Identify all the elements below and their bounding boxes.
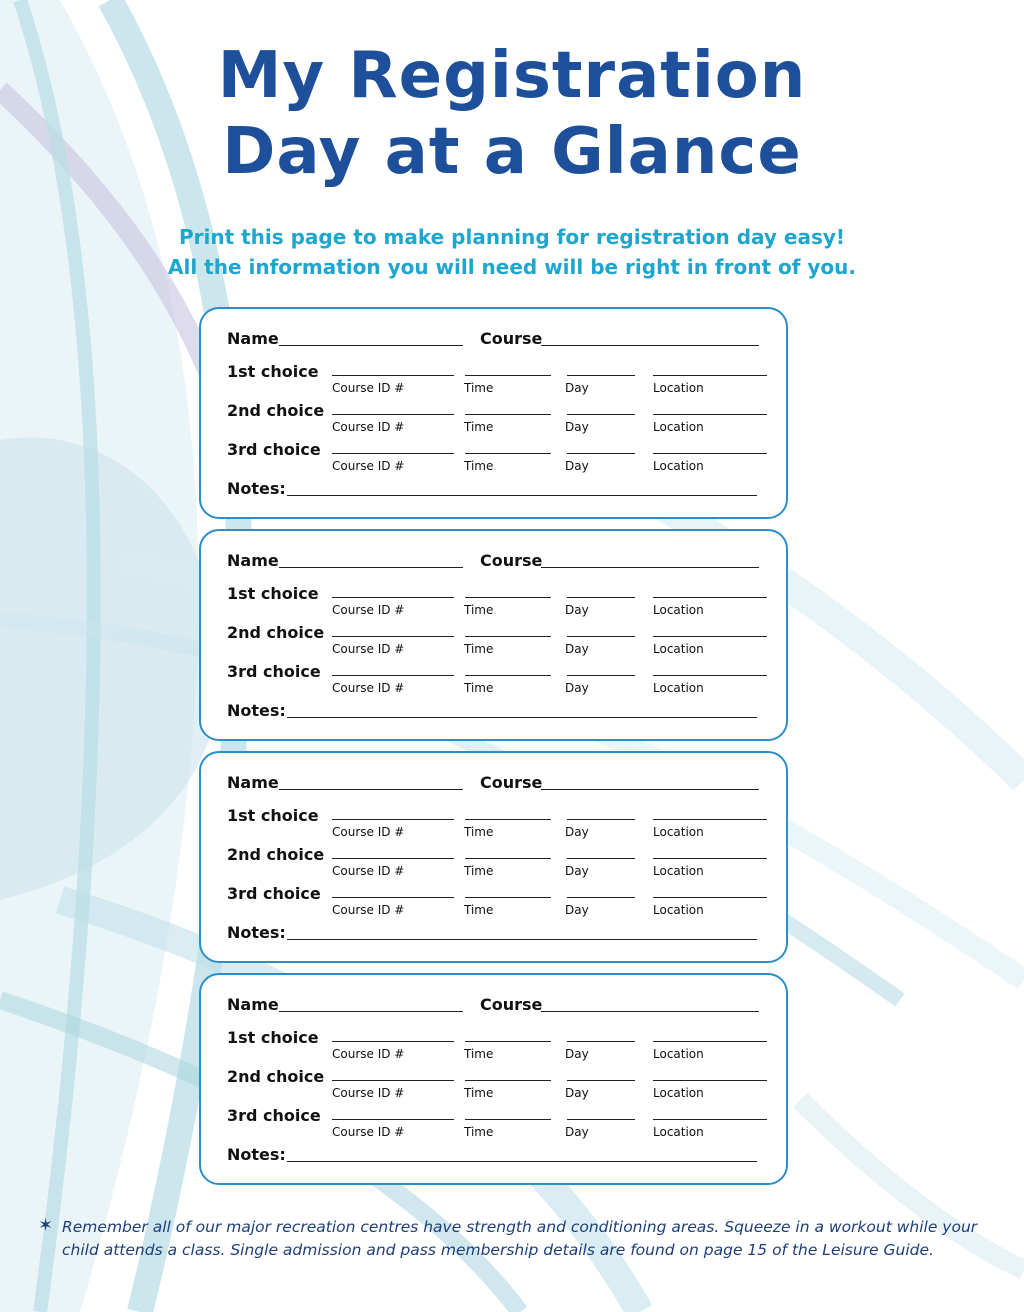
choice-field[interactable] — [567, 1041, 635, 1042]
name-field[interactable] — [279, 1011, 463, 1012]
choice-field[interactable] — [465, 1041, 551, 1042]
choice-field[interactable] — [332, 1119, 454, 1120]
name-label: Name — [227, 329, 279, 348]
choice-label: 3rd choice — [227, 884, 321, 903]
column-caption: Day — [565, 603, 589, 617]
column-caption: Day — [565, 1125, 589, 1139]
choice-label: 3rd choice — [227, 440, 321, 459]
choice-field[interactable] — [653, 819, 767, 820]
column-caption: Course ID # — [332, 1125, 405, 1139]
column-caption: Location — [653, 459, 704, 473]
name-label: Name — [227, 773, 279, 792]
choice-field[interactable] — [653, 1041, 767, 1042]
column-caption: Location — [653, 642, 704, 656]
page-title-line-1: My Registration — [217, 39, 807, 113]
column-caption: Course ID # — [332, 1047, 405, 1061]
choice-field[interactable] — [567, 453, 635, 454]
column-caption: Time — [464, 1125, 494, 1139]
choice-field[interactable] — [465, 636, 551, 637]
column-caption: Course ID # — [332, 459, 405, 473]
column-caption: Course ID # — [332, 681, 405, 695]
column-caption: Course ID # — [332, 1086, 405, 1100]
choice-field[interactable] — [567, 819, 635, 820]
column-caption: Course ID # — [332, 603, 405, 617]
column-caption: Time — [464, 642, 494, 656]
registration-card — [199, 751, 788, 963]
name-field[interactable] — [279, 567, 463, 568]
course-field[interactable] — [541, 1011, 759, 1012]
registration-card — [199, 307, 788, 519]
column-caption: Location — [653, 381, 704, 395]
column-caption: Day — [565, 825, 589, 839]
footer-note-line-1: Remember all of our major recreation centres have strength and conditioning areas. Squeeze in a workout while your — [62, 1218, 978, 1236]
course-field[interactable] — [541, 567, 759, 568]
name-label: Name — [227, 995, 279, 1014]
column-caption: Time — [464, 1086, 494, 1100]
column-caption: Time — [464, 903, 494, 917]
choice-field[interactable] — [653, 675, 767, 676]
choice-field[interactable] — [332, 675, 454, 676]
choice-field[interactable] — [567, 858, 635, 859]
page-title — [0, 38, 1024, 190]
notes-field[interactable] — [287, 939, 757, 940]
registration-card — [199, 973, 788, 1185]
choice-field[interactable] — [653, 1119, 767, 1120]
choice-field[interactable] — [653, 375, 767, 376]
column-caption: Location — [653, 1086, 704, 1100]
subtitle-line-2: All the information you will need will be right in front of you. — [168, 255, 856, 279]
subtitle-line-1: Print this page to make planning for registration day easy! — [178, 225, 846, 249]
choice-label: 1st choice — [227, 1028, 319, 1047]
footer-note-line-2: child attends a class. Single admission and pass membership details are found on page 15 of the Leisure Guide. — [62, 1241, 934, 1259]
choice-field[interactable] — [653, 858, 767, 859]
column-caption: Time — [464, 825, 494, 839]
choice-field[interactable] — [567, 375, 635, 376]
column-caption: Course ID # — [332, 903, 405, 917]
choice-label: 1st choice — [227, 806, 319, 825]
star-icon: ✶ — [38, 1215, 54, 1236]
choice-field[interactable] — [465, 1119, 551, 1120]
registration-card — [199, 529, 788, 741]
choice-field[interactable] — [653, 453, 767, 454]
notes-label: Notes: — [227, 701, 286, 720]
choice-field[interactable] — [332, 453, 454, 454]
column-caption: Course ID # — [332, 381, 405, 395]
name-label: Name — [227, 551, 279, 570]
choice-field[interactable] — [567, 675, 635, 676]
column-caption: Day — [565, 420, 589, 434]
choice-field[interactable] — [653, 636, 767, 637]
page-subtitle — [0, 222, 1024, 282]
choice-field[interactable] — [567, 1119, 635, 1120]
course-label: Course — [480, 995, 543, 1014]
column-caption: Location — [653, 864, 704, 878]
choice-field[interactable] — [653, 597, 767, 598]
notes-field[interactable] — [287, 495, 757, 496]
course-label: Course — [480, 551, 543, 570]
choice-label: 2nd choice — [227, 845, 325, 864]
column-caption: Course ID # — [332, 825, 405, 839]
choice-field[interactable] — [653, 1080, 767, 1081]
column-caption: Day — [565, 459, 589, 473]
name-field[interactable] — [279, 345, 463, 346]
column-caption: Location — [653, 903, 704, 917]
choice-field[interactable] — [332, 636, 454, 637]
choice-field[interactable] — [653, 414, 767, 415]
column-caption: Time — [464, 681, 494, 695]
course-field[interactable] — [541, 789, 759, 790]
column-caption: Time — [464, 381, 494, 395]
choice-field[interactable] — [332, 819, 454, 820]
choice-field[interactable] — [465, 414, 551, 415]
choice-field[interactable] — [465, 597, 551, 598]
choice-field[interactable] — [332, 1041, 454, 1042]
choice-label: 1st choice — [227, 584, 319, 603]
course-label: Course — [480, 773, 543, 792]
column-caption: Time — [464, 420, 494, 434]
choice-label: 2nd choice — [227, 623, 325, 642]
choice-field[interactable] — [465, 675, 551, 676]
choice-label: 3rd choice — [227, 662, 321, 681]
choice-field[interactable] — [567, 1080, 635, 1081]
column-caption: Course ID # — [332, 864, 405, 878]
column-caption: Time — [464, 459, 494, 473]
course-field[interactable] — [541, 345, 759, 346]
choice-field[interactable] — [567, 597, 635, 598]
choice-field[interactable] — [465, 1080, 551, 1081]
notes-field[interactable] — [287, 717, 757, 718]
column-caption: Day — [565, 864, 589, 878]
choice-field[interactable] — [567, 636, 635, 637]
notes-field[interactable] — [287, 1161, 757, 1162]
choice-field[interactable] — [465, 453, 551, 454]
column-caption: Location — [653, 603, 704, 617]
choice-label: 3rd choice — [227, 1106, 321, 1125]
choice-field[interactable] — [465, 819, 551, 820]
column-caption: Location — [653, 825, 704, 839]
page-title-line-2: Day at a Glance — [222, 115, 802, 189]
choice-field[interactable] — [332, 1080, 454, 1081]
choice-field[interactable] — [465, 375, 551, 376]
choice-field[interactable] — [465, 897, 551, 898]
choice-label: 2nd choice — [227, 1067, 325, 1086]
column-caption: Day — [565, 681, 589, 695]
column-caption: Time — [464, 864, 494, 878]
column-caption: Location — [653, 1125, 704, 1139]
choice-field[interactable] — [332, 597, 454, 598]
notes-label: Notes: — [227, 479, 286, 498]
choice-field[interactable] — [332, 375, 454, 376]
choice-field[interactable] — [332, 414, 454, 415]
notes-label: Notes: — [227, 923, 286, 942]
choice-label: 2nd choice — [227, 401, 325, 420]
choice-label: 1st choice — [227, 362, 319, 381]
column-caption: Location — [653, 681, 704, 695]
column-caption: Time — [464, 603, 494, 617]
choice-field[interactable] — [653, 897, 767, 898]
column-caption: Day — [565, 903, 589, 917]
choice-field[interactable] — [332, 897, 454, 898]
column-caption: Time — [464, 1047, 494, 1061]
notes-label: Notes: — [227, 1145, 286, 1164]
course-label: Course — [480, 329, 543, 348]
name-field[interactable] — [279, 789, 463, 790]
column-caption: Course ID # — [332, 642, 405, 656]
column-caption: Day — [565, 642, 589, 656]
column-caption: Location — [653, 1047, 704, 1061]
choice-field[interactable] — [332, 858, 454, 859]
column-caption: Course ID # — [332, 420, 405, 434]
column-caption: Day — [565, 1047, 589, 1061]
choice-field[interactable] — [567, 414, 635, 415]
choice-field[interactable] — [567, 897, 635, 898]
column-caption: Day — [565, 1086, 589, 1100]
column-caption: Day — [565, 381, 589, 395]
column-caption: Location — [653, 420, 704, 434]
choice-field[interactable] — [465, 858, 551, 859]
